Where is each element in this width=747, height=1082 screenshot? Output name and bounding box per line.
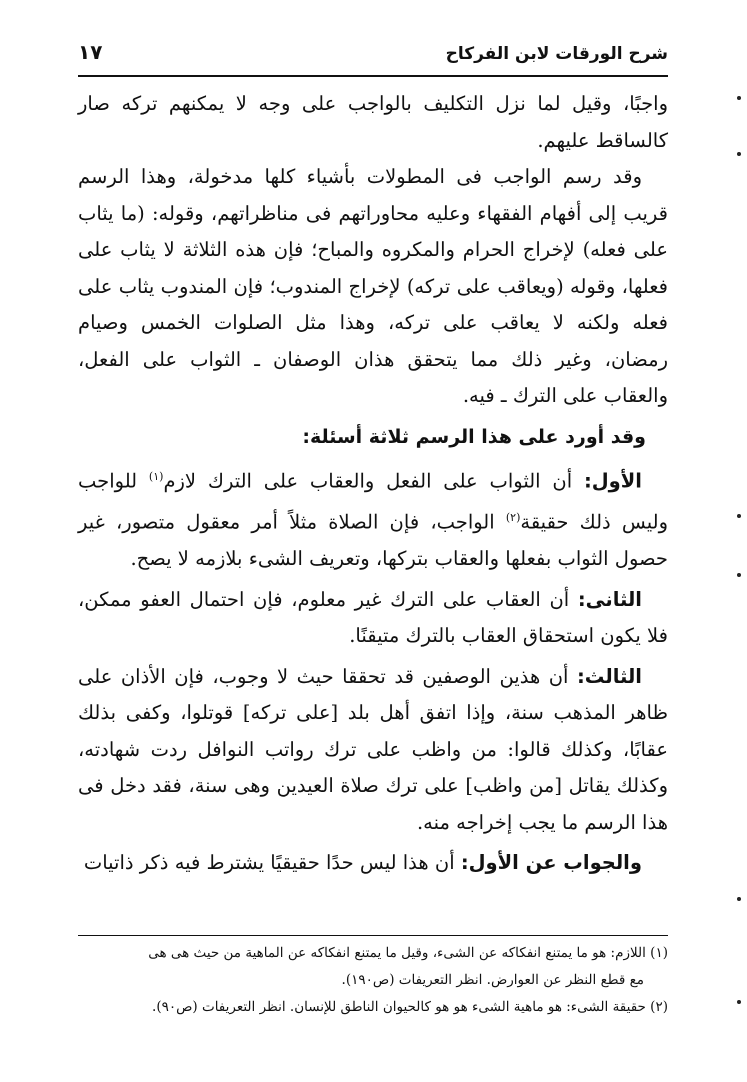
- paragraph-2: وقد رسم الواجب فى المطولات بأشياء كلها مدخولة، وهذا الرسم قريب إلى أفهام الفقهاء وعليه محاوراتهم فى مناظراتهم، وقوله: (ما يثاب على فعله) لإخراج الحرام والمكروه والمباح؛ فإن هذه الثلاثة لا يثاب على فعلها، وقوله (ويعاقب على تركه) لإخراج المندوب؛ فإن المندوب يثاب على فعله ولكنه لا يعاقب على تركه، وهذا مثل الصلوات الخمس وصيام رمضان، وغير ذلك مما يتحقق هذان الوصفان ـ الثواب على الفعل، والعقاب على الترك ـ فيه.: [78, 165, 668, 407]
- third-objection-label: الثالث:: [576, 664, 642, 688]
- paragraph-second-objection: [78, 582, 668, 655]
- answer-first-label: والجواب عن الأول:: [460, 851, 642, 874]
- margin-dot: [737, 152, 741, 156]
- margin-dot: [737, 96, 741, 100]
- margin-dot: [737, 897, 741, 901]
- second-objection-label: الثانى:: [577, 587, 642, 611]
- footnote-1-line-1: (١) اللازم: هو ما يمتنع انفكاكه عن الشىء، وقيل ما يمتنع انفكاكه عن الماهية من حيث هى هى: [148, 945, 668, 961]
- paragraph-first-objection: [78, 459, 668, 578]
- paragraph-third-objection: [78, 659, 668, 842]
- page-header: [78, 38, 668, 72]
- first-objection-text-b: للواجب وليس ذلك حقيقة: [78, 469, 668, 534]
- margin-dot: [737, 1000, 741, 1004]
- footnotes: [78, 940, 668, 1021]
- body-text: [78, 86, 668, 882]
- section-heading: وقد أورد على هذا الرسم ثلاثة أسئلة:: [302, 425, 646, 448]
- footnote-ref-1: (١): [148, 470, 164, 483]
- first-objection-text-c: الواجب، فإن الصلاة مثلاً أمر معقول متصور، غير حصول الثواب بفعلها والعقاب بتركها، وتعريف الشىء بلازمه لا يصح.: [78, 510, 668, 570]
- third-objection-text: أن هذين الوصفين قد تحققا حيث لا وجوب، فإن الأذان على ظاهر المذهب سنة، وإذا اتفق أهل بلد [على تركه] قوتلوا، وكفى بذلك عقابًا، وكذلك قالوا: من واظب على ترك رواتب النوافل ردت شهادته، وكذلك يقاتل [من واظب] على ترك صلاة العيدين وهى سنة، فقد دخل فى هذا الرسم ما يجب إخراجه منه.: [78, 664, 668, 834]
- footnote-1-line-2: مع قطع النظر عن العوارض. انظر التعريفات (ص١٩٠).: [341, 972, 644, 988]
- footnote-rule: [78, 935, 668, 936]
- header-rule: [78, 75, 668, 77]
- margin-dot: [737, 573, 741, 577]
- second-objection-text: أن العقاب على الترك غير معلوم، فإن احتمال العفو ممكن، فلا يكون استحقاق العقاب بالترك متيقنًا.: [78, 587, 668, 647]
- paragraph-answer-first: [78, 845, 668, 882]
- paragraph-1: واجبًا، وقيل لما نزل التكليف بالواجب على وجه لا يمكنهم تركه صار كالساقط عليهم.: [78, 92, 668, 152]
- first-objection-text-a: أن الثواب على الفعل والعقاب على الترك لازم: [163, 469, 584, 493]
- footnote-ref-2: (٢): [505, 511, 521, 524]
- running-title: شرح الورقات لابن الفركاح: [445, 44, 668, 64]
- footnote-2: (٢) حقيقة الشىء: هو ماهية الشىء هو هو كالحيوان الناطق للإنسان. انظر التعريفات (ص٩٠).: [152, 999, 668, 1015]
- page-number: ١٧: [78, 40, 103, 64]
- answer-first-text: أن هذا ليس حدًا حقيقيًا يشترط فيه ذكر ذاتيات: [83, 851, 461, 874]
- first-objection-label: الأول:: [583, 469, 642, 493]
- margin-dot: [737, 514, 741, 518]
